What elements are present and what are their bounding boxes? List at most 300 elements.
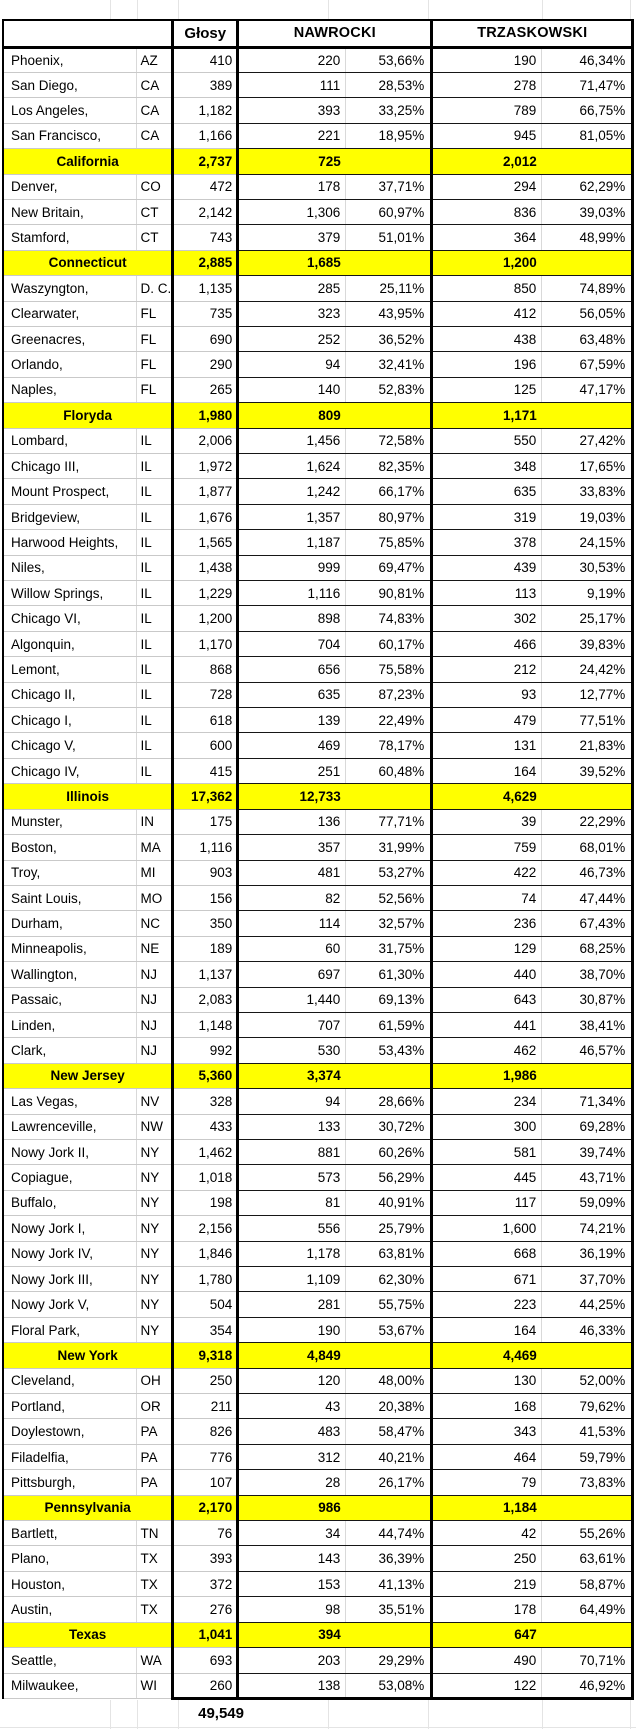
trzaskowski-pct-cell: 17,65% bbox=[542, 454, 633, 479]
nawrocki-pct-cell: 56,29% bbox=[346, 1165, 432, 1190]
state-nawrocki-total-cell: 1,685 bbox=[238, 250, 346, 275]
nawrocki-votes-cell: 133 bbox=[238, 1114, 346, 1139]
nawrocki-pct-cell: 37,71% bbox=[346, 174, 432, 199]
nawrocki-pct-cell: 53,08% bbox=[346, 1673, 432, 1698]
state-summary-label: Texas bbox=[3, 1622, 173, 1647]
state-cell: OH bbox=[136, 1368, 173, 1393]
nawrocki-votes-cell: 1,242 bbox=[238, 479, 346, 504]
state-cell: IL bbox=[136, 733, 173, 758]
state-cell: MO bbox=[136, 885, 173, 910]
table-row bbox=[3, 1190, 633, 1215]
trzaskowski-pct-cell: 39,03% bbox=[542, 199, 633, 224]
trzaskowski-pct-cell: 36,19% bbox=[542, 1241, 633, 1266]
table-row bbox=[3, 860, 633, 885]
trzaskowski-votes-cell: 479 bbox=[432, 708, 542, 733]
trzaskowski-pct-cell: 46,92% bbox=[542, 1673, 633, 1698]
votes-cell: 410 bbox=[173, 47, 238, 72]
nawrocki-votes-cell: 136 bbox=[238, 809, 346, 834]
gridline bbox=[428, 0, 429, 19]
trzaskowski-votes-cell: 466 bbox=[432, 631, 542, 656]
state-nawrocki-pct-cell bbox=[346, 1495, 432, 1520]
trzaskowski-votes-cell: 438 bbox=[432, 326, 542, 351]
trzaskowski-votes-cell: 439 bbox=[432, 555, 542, 580]
table-row bbox=[3, 1114, 633, 1139]
nawrocki-votes-cell: 357 bbox=[238, 835, 346, 860]
nawrocki-votes-cell: 656 bbox=[238, 657, 346, 682]
state-cell: NV bbox=[136, 1089, 173, 1114]
nawrocki-pct-cell: 40,91% bbox=[346, 1190, 432, 1215]
state-total-votes-cell: 2,885 bbox=[173, 250, 238, 275]
votes-cell: 1,780 bbox=[173, 1267, 238, 1292]
trzaskowski-votes-cell: 462 bbox=[432, 1038, 542, 1063]
trzaskowski-pct-cell: 24,15% bbox=[542, 530, 633, 555]
trzaskowski-pct-cell: 39,52% bbox=[542, 758, 633, 783]
nawrocki-pct-cell: 18,95% bbox=[346, 123, 432, 148]
trzaskowski-pct-cell: 30,53% bbox=[542, 555, 633, 580]
table-row bbox=[3, 1038, 633, 1063]
city-cell: Seattle, bbox=[3, 1648, 136, 1673]
city-cell: Chicago IV, bbox=[3, 758, 136, 783]
trzaskowski-votes-cell: 759 bbox=[432, 835, 542, 860]
city-cell: Algonquin, bbox=[3, 631, 136, 656]
nawrocki-votes-cell: 82 bbox=[238, 885, 346, 910]
gridline bbox=[328, 0, 329, 19]
trzaskowski-pct-cell: 44,25% bbox=[542, 1292, 633, 1317]
trzaskowski-votes-cell: 581 bbox=[432, 1139, 542, 1164]
state-cell: OR bbox=[136, 1394, 173, 1419]
trzaskowski-votes-cell: 348 bbox=[432, 454, 542, 479]
nawrocki-votes-cell: 483 bbox=[238, 1419, 346, 1444]
nawrocki-pct-cell: 33,25% bbox=[346, 98, 432, 123]
votes-cell: 433 bbox=[173, 1114, 238, 1139]
state-nawrocki-total-cell: 4,849 bbox=[238, 1343, 346, 1368]
nawrocki-votes-cell: 1,109 bbox=[238, 1267, 346, 1292]
state-cell: IL bbox=[136, 530, 173, 555]
nawrocki-votes-cell: 94 bbox=[238, 1089, 346, 1114]
state-cell: IL bbox=[136, 657, 173, 682]
state-cell: TX bbox=[136, 1571, 173, 1596]
state-cell: IL bbox=[136, 682, 173, 707]
state-nawrocki-total-cell: 3,374 bbox=[238, 1063, 346, 1088]
nawrocki-pct-cell: 32,41% bbox=[346, 352, 432, 377]
table-row bbox=[3, 1546, 633, 1571]
votes-cell: 350 bbox=[173, 911, 238, 936]
trzaskowski-pct-cell: 63,61% bbox=[542, 1546, 633, 1571]
state-nawrocki-pct-cell bbox=[346, 784, 432, 809]
nawrocki-pct-cell: 61,30% bbox=[346, 962, 432, 987]
table-row bbox=[3, 530, 633, 555]
trzaskowski-votes-cell: 671 bbox=[432, 1267, 542, 1292]
state-cell: CT bbox=[136, 225, 173, 250]
state-nawrocki-pct-cell bbox=[346, 149, 432, 174]
city-cell: Milwaukee, bbox=[3, 1673, 136, 1698]
trzaskowski-pct-cell: 59,09% bbox=[542, 1190, 633, 1215]
state-summary-row bbox=[3, 149, 633, 174]
nawrocki-votes-cell: 881 bbox=[238, 1139, 346, 1164]
trzaskowski-votes-cell: 836 bbox=[432, 199, 542, 224]
nawrocki-pct-cell: 43,95% bbox=[346, 301, 432, 326]
votes-cell: 1,565 bbox=[173, 530, 238, 555]
table-row bbox=[3, 276, 633, 301]
trzaskowski-votes-cell: 343 bbox=[432, 1419, 542, 1444]
trzaskowski-pct-cell: 55,26% bbox=[542, 1521, 633, 1546]
votes-cell: 868 bbox=[173, 657, 238, 682]
trzaskowski-votes-cell: 122 bbox=[432, 1673, 542, 1698]
nawrocki-pct-cell: 30,72% bbox=[346, 1114, 432, 1139]
votes-cell: 1,676 bbox=[173, 504, 238, 529]
nawrocki-pct-cell: 87,23% bbox=[346, 682, 432, 707]
city-cell: Niles, bbox=[3, 555, 136, 580]
nawrocki-pct-cell: 41,13% bbox=[346, 1571, 432, 1596]
trzaskowski-votes-cell: 190 bbox=[432, 47, 542, 72]
state-trzaskowski-total-cell: 1,171 bbox=[432, 403, 542, 428]
nawrocki-pct-cell: 26,17% bbox=[346, 1470, 432, 1495]
nawrocki-votes-cell: 704 bbox=[238, 631, 346, 656]
trzaskowski-pct-cell: 47,44% bbox=[542, 885, 633, 910]
nawrocki-votes-cell: 285 bbox=[238, 276, 346, 301]
table-row bbox=[3, 936, 633, 961]
votes-cell: 1,116 bbox=[173, 835, 238, 860]
trzaskowski-pct-cell: 38,41% bbox=[542, 1012, 633, 1037]
city-cell: Houston, bbox=[3, 1571, 136, 1596]
state-cell: IL bbox=[136, 504, 173, 529]
nawrocki-votes-cell: 1,624 bbox=[238, 454, 346, 479]
state-cell: NY bbox=[136, 1292, 173, 1317]
trzaskowski-pct-cell: 33,83% bbox=[542, 479, 633, 504]
table-row bbox=[3, 1571, 633, 1596]
state-nawrocki-total-cell: 986 bbox=[238, 1495, 346, 1520]
state-cell: NJ bbox=[136, 987, 173, 1012]
table-row bbox=[3, 555, 633, 580]
trzaskowski-pct-cell: 12,77% bbox=[542, 682, 633, 707]
nawrocki-pct-cell: 53,67% bbox=[346, 1317, 432, 1342]
votes-cell: 250 bbox=[173, 1368, 238, 1393]
trzaskowski-votes-cell: 364 bbox=[432, 225, 542, 250]
city-cell: Durham, bbox=[3, 911, 136, 936]
state-cell: AZ bbox=[136, 47, 173, 72]
nawrocki-pct-cell: 53,43% bbox=[346, 1038, 432, 1063]
votes-cell: 826 bbox=[173, 1419, 238, 1444]
votes-cell: 1,462 bbox=[173, 1139, 238, 1164]
city-state-header bbox=[3, 20, 173, 47]
grand-total-row bbox=[0, 1700, 636, 1729]
gridline bbox=[630, 0, 631, 19]
trzaskowski-pct-cell: 39,83% bbox=[542, 631, 633, 656]
votes-cell: 393 bbox=[173, 1546, 238, 1571]
trzaskowski-votes-cell: 441 bbox=[432, 1012, 542, 1037]
votes-cell: 107 bbox=[173, 1470, 238, 1495]
votes-cell: 1,200 bbox=[173, 606, 238, 631]
gridline bbox=[178, 0, 179, 19]
city-cell: Waszyngton, bbox=[3, 276, 136, 301]
votes-cell: 776 bbox=[173, 1444, 238, 1469]
table-row bbox=[3, 377, 633, 402]
city-cell: Buffalo, bbox=[3, 1190, 136, 1215]
table-row bbox=[3, 835, 633, 860]
nawrocki-votes-cell: 393 bbox=[238, 98, 346, 123]
trzaskowski-pct-cell: 48,99% bbox=[542, 225, 633, 250]
table-row bbox=[3, 606, 633, 631]
nawrocki-pct-cell: 60,97% bbox=[346, 199, 432, 224]
city-cell: Chicago I, bbox=[3, 708, 136, 733]
city-cell: Boston, bbox=[3, 835, 136, 860]
nawrocki-votes-cell: 220 bbox=[238, 47, 346, 72]
trzaskowski-votes-cell: 464 bbox=[432, 1444, 542, 1469]
trzaskowski-votes-cell: 178 bbox=[432, 1597, 542, 1622]
trzaskowski-pct-cell: 30,87% bbox=[542, 987, 633, 1012]
table-row bbox=[3, 885, 633, 910]
trzaskowski-pct-cell: 73,83% bbox=[542, 1470, 633, 1495]
nawrocki-pct-cell: 75,85% bbox=[346, 530, 432, 555]
city-cell: Floral Park, bbox=[3, 1317, 136, 1342]
trzaskowski-votes-cell: 234 bbox=[432, 1089, 542, 1114]
nawrocki-votes-cell: 28 bbox=[238, 1470, 346, 1495]
nawrocki-pct-cell: 25,79% bbox=[346, 1216, 432, 1241]
state-cell: CA bbox=[136, 98, 173, 123]
trzaskowski-pct-cell: 43,71% bbox=[542, 1165, 633, 1190]
nawrocki-votes-cell: 139 bbox=[238, 708, 346, 733]
trzaskowski-pct-cell: 22,29% bbox=[542, 809, 633, 834]
city-cell: Chicago V, bbox=[3, 733, 136, 758]
state-cell: CA bbox=[136, 72, 173, 97]
trzaskowski-pct-cell: 46,57% bbox=[542, 1038, 633, 1063]
state-cell: NY bbox=[136, 1267, 173, 1292]
nawrocki-votes-cell: 153 bbox=[238, 1571, 346, 1596]
trzaskowski-votes-cell: 300 bbox=[432, 1114, 542, 1139]
city-cell: Nowy Jork III, bbox=[3, 1267, 136, 1292]
state-summary-label: Illinois bbox=[3, 784, 173, 809]
votes-cell: 2,142 bbox=[173, 199, 238, 224]
nawrocki-votes-cell: 573 bbox=[238, 1165, 346, 1190]
state-cell: CA bbox=[136, 123, 173, 148]
state-summary-row bbox=[3, 1495, 633, 1520]
table-row bbox=[3, 326, 633, 351]
nawrocki-votes-cell: 323 bbox=[238, 301, 346, 326]
state-nawrocki-pct-cell bbox=[346, 1622, 432, 1647]
state-nawrocki-total-cell: 809 bbox=[238, 403, 346, 428]
state-cell: NY bbox=[136, 1190, 173, 1215]
state-summary-label: New Jersey bbox=[3, 1063, 173, 1088]
table-row bbox=[3, 1368, 633, 1393]
votes-cell: 389 bbox=[173, 72, 238, 97]
header-row bbox=[3, 20, 633, 47]
state-total-votes-cell: 2,170 bbox=[173, 1495, 238, 1520]
votes-cell: 1,166 bbox=[173, 123, 238, 148]
nawrocki-votes-cell: 379 bbox=[238, 225, 346, 250]
trzaskowski-pct-cell: 79,62% bbox=[542, 1394, 633, 1419]
state-cell: NY bbox=[136, 1216, 173, 1241]
state-total-votes-cell: 17,362 bbox=[173, 784, 238, 809]
grand-total-votes: 49,549 bbox=[198, 1704, 244, 1722]
nawrocki-pct-cell: 25,11% bbox=[346, 276, 432, 301]
trzaskowski-pct-cell: 24,42% bbox=[542, 657, 633, 682]
trzaskowski-votes-cell: 550 bbox=[432, 428, 542, 453]
trzaskowski-votes-cell: 789 bbox=[432, 98, 542, 123]
gridline bbox=[428, 1700, 429, 1729]
nawrocki-pct-cell: 66,17% bbox=[346, 479, 432, 504]
state-cell: IL bbox=[136, 428, 173, 453]
state-cell: FL bbox=[136, 377, 173, 402]
table-row bbox=[3, 631, 633, 656]
city-cell: New Britain, bbox=[3, 199, 136, 224]
nawrocki-votes-cell: 138 bbox=[238, 1673, 346, 1698]
trzaskowski-votes-cell: 212 bbox=[432, 657, 542, 682]
table-row bbox=[3, 479, 633, 504]
state-cell: IL bbox=[136, 581, 173, 606]
trzaskowski-pct-cell: 68,25% bbox=[542, 936, 633, 961]
table-row bbox=[3, 174, 633, 199]
nawrocki-votes-cell: 81 bbox=[238, 1190, 346, 1215]
state-trzaskowski-total-cell: 4,469 bbox=[432, 1343, 542, 1368]
trzaskowski-pct-cell: 64,49% bbox=[542, 1597, 633, 1622]
nawrocki-pct-cell: 55,75% bbox=[346, 1292, 432, 1317]
table-row bbox=[3, 682, 633, 707]
table-row bbox=[3, 1216, 633, 1241]
votes-cell: 1,972 bbox=[173, 454, 238, 479]
table-row bbox=[3, 1648, 633, 1673]
state-trzaskowski-total-cell: 4,629 bbox=[432, 784, 542, 809]
votes-cell: 211 bbox=[173, 1394, 238, 1419]
nawrocki-pct-cell: 69,47% bbox=[346, 555, 432, 580]
city-cell: Lawrenceville, bbox=[3, 1114, 136, 1139]
votes-cell: 1,846 bbox=[173, 1241, 238, 1266]
nawrocki-votes-cell: 1,187 bbox=[238, 530, 346, 555]
city-cell: Orlando, bbox=[3, 352, 136, 377]
trzaskowski-votes-cell: 113 bbox=[432, 581, 542, 606]
city-cell: Lemont, bbox=[3, 657, 136, 682]
table-row bbox=[3, 1444, 633, 1469]
votes-cell: 276 bbox=[173, 1597, 238, 1622]
trzaskowski-votes-cell: 445 bbox=[432, 1165, 542, 1190]
trzaskowski-votes-cell: 236 bbox=[432, 911, 542, 936]
nawrocki-pct-cell: 60,17% bbox=[346, 631, 432, 656]
votes-cell: 600 bbox=[173, 733, 238, 758]
votes-cell: 1,877 bbox=[173, 479, 238, 504]
votes-cell: 1,182 bbox=[173, 98, 238, 123]
state-cell: D. C. bbox=[136, 276, 173, 301]
table-row bbox=[3, 581, 633, 606]
nawrocki-pct-cell: 36,39% bbox=[346, 1546, 432, 1571]
nawrocki-pct-cell: 77,71% bbox=[346, 809, 432, 834]
trzaskowski-pct-cell: 71,47% bbox=[542, 72, 633, 97]
trzaskowski-pct-cell: 9,19% bbox=[542, 581, 633, 606]
trzaskowski-pct-cell: 38,70% bbox=[542, 962, 633, 987]
nawrocki-pct-cell: 22,49% bbox=[346, 708, 432, 733]
city-cell: San Diego, bbox=[3, 72, 136, 97]
state-cell: IL bbox=[136, 479, 173, 504]
nawrocki-votes-cell: 707 bbox=[238, 1012, 346, 1037]
trzaskowski-votes-cell: 39 bbox=[432, 809, 542, 834]
trzaskowski-pct-cell: 46,73% bbox=[542, 860, 633, 885]
city-cell: Austin, bbox=[3, 1597, 136, 1622]
nawrocki-votes-cell: 1,116 bbox=[238, 581, 346, 606]
trzaskowski-votes-cell: 378 bbox=[432, 530, 542, 555]
state-cell: IL bbox=[136, 555, 173, 580]
nawrocki-votes-cell: 143 bbox=[238, 1546, 346, 1571]
state-nawrocki-total-cell: 725 bbox=[238, 149, 346, 174]
city-cell: Passaic, bbox=[3, 987, 136, 1012]
state-cell: IN bbox=[136, 809, 173, 834]
table-row bbox=[3, 1521, 633, 1546]
state-trzaskowski-pct-cell bbox=[542, 1063, 633, 1088]
nawrocki-votes-cell: 530 bbox=[238, 1038, 346, 1063]
trzaskowski-pct-cell: 70,71% bbox=[542, 1648, 633, 1673]
nawrocki-pct-cell: 29,29% bbox=[346, 1648, 432, 1673]
city-cell: Nowy Jork V, bbox=[3, 1292, 136, 1317]
nawrocki-votes-cell: 140 bbox=[238, 377, 346, 402]
nawrocki-pct-cell: 60,48% bbox=[346, 758, 432, 783]
votes-cell: 265 bbox=[173, 377, 238, 402]
table-row bbox=[3, 1470, 633, 1495]
state-summary-row bbox=[3, 1622, 633, 1647]
gridline bbox=[0, 1727, 636, 1728]
votes-cell: 735 bbox=[173, 301, 238, 326]
trzaskowski-votes-cell: 196 bbox=[432, 352, 542, 377]
results-table bbox=[2, 19, 634, 1700]
state-cell: NJ bbox=[136, 1038, 173, 1063]
table-row bbox=[3, 98, 633, 123]
table-row bbox=[3, 301, 633, 326]
trzaskowski-pct-cell: 41,53% bbox=[542, 1419, 633, 1444]
trzaskowski-pct-cell: 68,01% bbox=[542, 835, 633, 860]
nawrocki-pct-cell: 74,83% bbox=[346, 606, 432, 631]
table-row bbox=[3, 1673, 633, 1698]
trzaskowski-votes-cell: 129 bbox=[432, 936, 542, 961]
city-cell: Doylestown, bbox=[3, 1419, 136, 1444]
state-trzaskowski-pct-cell bbox=[542, 250, 633, 275]
state-total-votes-cell: 1,041 bbox=[173, 1622, 238, 1647]
state-trzaskowski-pct-cell bbox=[542, 784, 633, 809]
votes-cell: 728 bbox=[173, 682, 238, 707]
table-row bbox=[3, 1292, 633, 1317]
city-cell: Greenacres, bbox=[3, 326, 136, 351]
trzaskowski-votes-cell: 490 bbox=[432, 1648, 542, 1673]
nawrocki-pct-cell: 63,81% bbox=[346, 1241, 432, 1266]
votes-cell: 2,083 bbox=[173, 987, 238, 1012]
trzaskowski-votes-cell: 668 bbox=[432, 1241, 542, 1266]
votes-cell: 903 bbox=[173, 860, 238, 885]
trzaskowski-pct-cell: 25,17% bbox=[542, 606, 633, 631]
nawrocki-pct-cell: 51,01% bbox=[346, 225, 432, 250]
trzaskowski-votes-cell: 850 bbox=[432, 276, 542, 301]
state-trzaskowski-pct-cell bbox=[542, 403, 633, 428]
nawrocki-pct-cell: 32,57% bbox=[346, 911, 432, 936]
nawrocki-pct-cell: 53,66% bbox=[346, 47, 432, 72]
nawrocki-votes-cell: 312 bbox=[238, 1444, 346, 1469]
trzaskowski-votes-cell: 1,600 bbox=[432, 1216, 542, 1241]
trzaskowski-votes-cell: 422 bbox=[432, 860, 542, 885]
nawrocki-pct-cell: 36,52% bbox=[346, 326, 432, 351]
table-row bbox=[3, 1394, 633, 1419]
nawrocki-votes-cell: 203 bbox=[238, 1648, 346, 1673]
votes-cell: 1,137 bbox=[173, 962, 238, 987]
city-cell: Filadelfia, bbox=[3, 1444, 136, 1469]
table-body bbox=[3, 47, 633, 1698]
nawrocki-votes-cell: 1,306 bbox=[238, 199, 346, 224]
state-cell: NY bbox=[136, 1241, 173, 1266]
top-gridline-strip bbox=[0, 0, 636, 19]
table-row bbox=[3, 911, 633, 936]
trzaskowski-votes-cell: 164 bbox=[432, 758, 542, 783]
city-cell: Nowy Jork IV, bbox=[3, 1241, 136, 1266]
city-cell: Plano, bbox=[3, 1546, 136, 1571]
trzaskowski-pct-cell: 71,34% bbox=[542, 1089, 633, 1114]
table-row bbox=[3, 352, 633, 377]
trzaskowski-votes-cell: 164 bbox=[432, 1317, 542, 1342]
city-cell: Saint Louis, bbox=[3, 885, 136, 910]
nawrocki-votes-cell: 98 bbox=[238, 1597, 346, 1622]
state-summary-row bbox=[3, 250, 633, 275]
